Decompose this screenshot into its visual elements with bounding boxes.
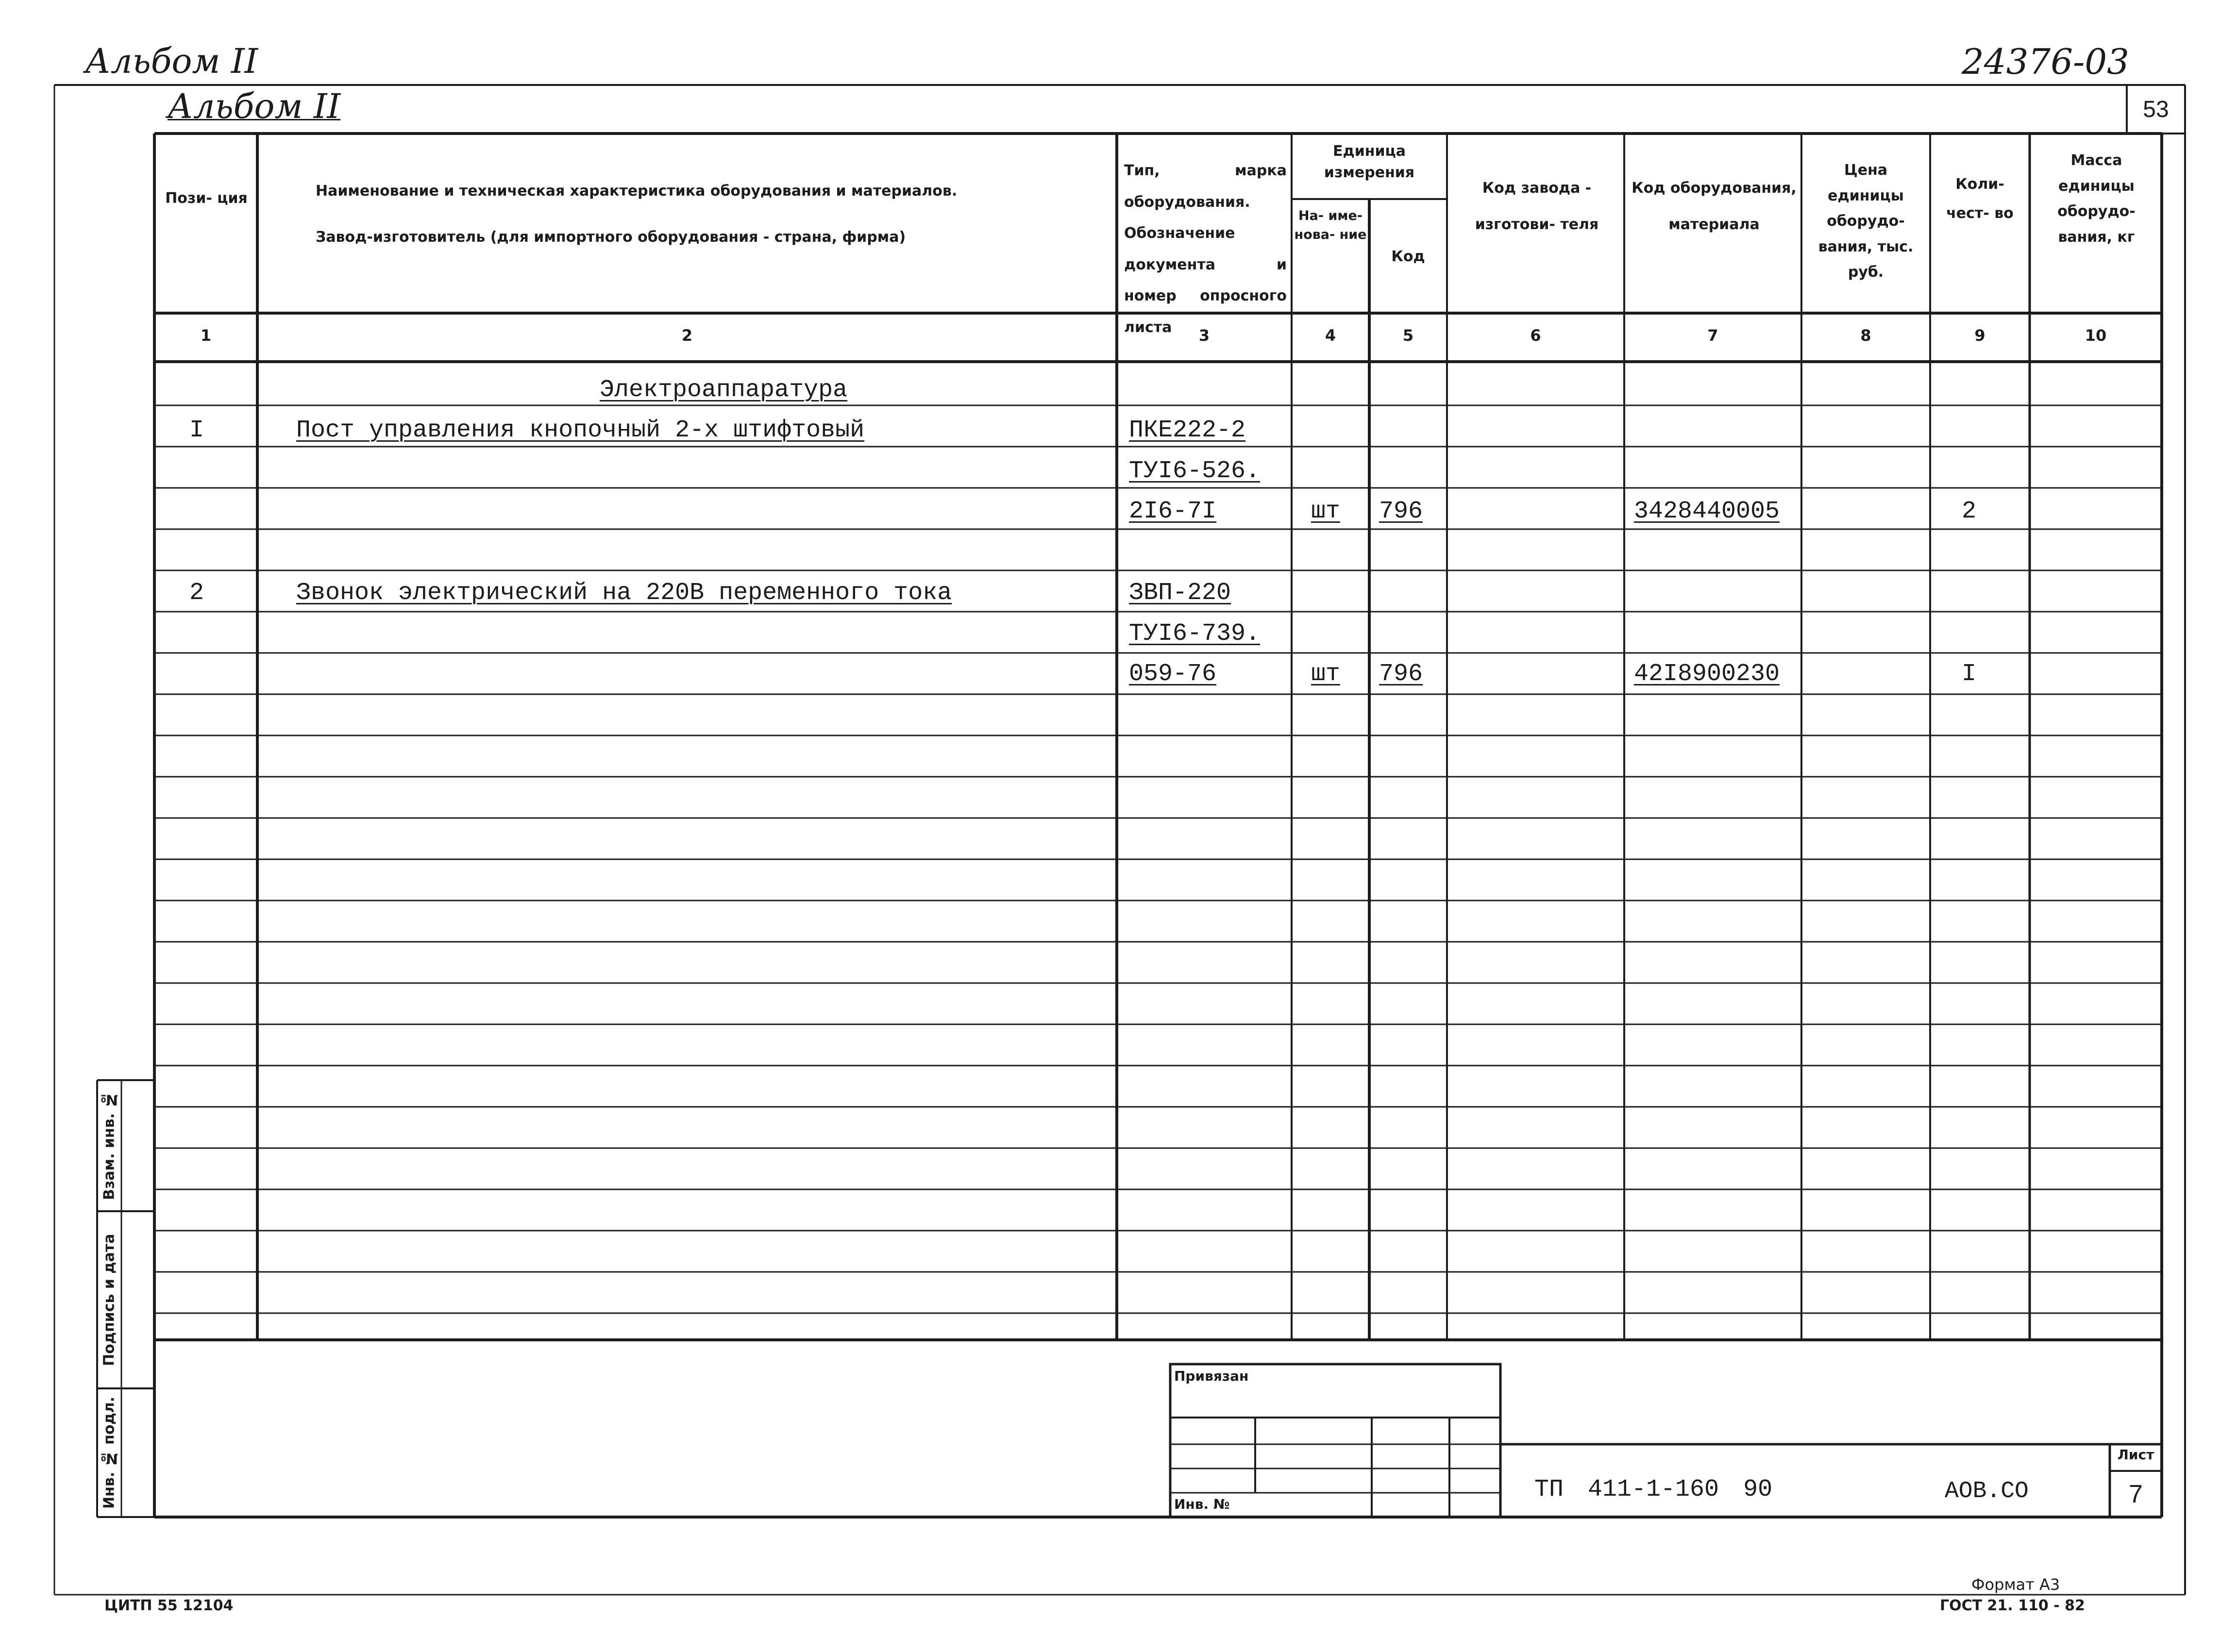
item-2-material-code: 42I8900230 xyxy=(1634,660,1780,688)
album-label-frame: Альбом II xyxy=(168,86,341,126)
column-number-4: 4 xyxy=(1325,326,1336,345)
org-stamp: ЦИТП 55 12104 xyxy=(104,1597,234,1614)
header-name-line2: Завод-изготовитель (для импортного оборудования - страна, фирма) xyxy=(316,229,906,246)
format-label: Формат А3 xyxy=(1971,1575,2060,1594)
project-code: ТП 411-1-160 90 xyxy=(1534,1476,1773,1503)
item-2-position: 2 xyxy=(189,579,204,607)
header-unit-name: На- име- нова- ние xyxy=(1294,208,1367,243)
item-2-type-line-1: ЗВП-220 xyxy=(1129,579,1231,607)
item-1-quantity: 2 xyxy=(1962,498,1977,525)
header-unit-code: Код xyxy=(1391,248,1425,265)
column-number-10: 10 xyxy=(2085,326,2107,345)
side-stamp-inv-podl: Инв. № подл. xyxy=(101,1396,118,1509)
header-material-code: Код оборудования, материала xyxy=(1631,180,1797,233)
sheet-label: Лист xyxy=(2117,1447,2154,1463)
side-stamp-vzam: Взам. инв. № xyxy=(101,1091,118,1201)
item-1-type-line-1: ПКЕ222-2 xyxy=(1129,417,1246,444)
item-1-position: I xyxy=(189,417,204,444)
item-2-type-line-3: 059-76 xyxy=(1129,660,1217,688)
item-2-unit-name: шт xyxy=(1311,660,1341,688)
item-1-type-line-3: 2I6-7I xyxy=(1129,498,1217,525)
item-1-material-code: 3428440005 xyxy=(1634,498,1780,525)
header-mass: Масса единицы оборудо- вания, кг xyxy=(2057,152,2136,246)
privyazan-box xyxy=(1170,1364,1500,1517)
header-unit-group: Единица измерения xyxy=(1324,143,1415,181)
item-1-unit-code: 796 xyxy=(1379,498,1423,525)
side-stamp-podpis: Подпись и дата xyxy=(101,1234,118,1366)
header-position: Пози- ция xyxy=(165,190,248,207)
item-2-quantity: I xyxy=(1962,660,1977,688)
body-row-lines xyxy=(154,405,2162,1313)
column-number-5: 5 xyxy=(1402,326,1414,345)
album-label-top: Альбом II xyxy=(85,41,258,81)
column-number-9: 9 xyxy=(1974,326,1985,345)
column-number-7: 7 xyxy=(1707,326,1718,345)
header-factory-code: Код завода - изготови- теля xyxy=(1475,180,1599,233)
column-number-3: 3 xyxy=(1198,326,1210,345)
column-number-8: 8 xyxy=(1860,326,1871,345)
item-2-type-line-2: ТУI6-739. xyxy=(1129,620,1261,648)
item-1-type-line-2: ТУI6-526. xyxy=(1129,457,1261,485)
section-title: Электроаппаратура xyxy=(600,376,848,404)
item-1-unit-name: шт xyxy=(1311,498,1341,525)
header-quantity: Коли- чест- во xyxy=(1946,176,2014,222)
inv-no-label: Инв. № xyxy=(1174,1496,1230,1512)
sheet-number: 7 xyxy=(2129,1480,2143,1508)
document-number: 24376-03 xyxy=(1962,41,2129,82)
standard-label: ГОСТ 21. 110 - 82 xyxy=(1940,1597,2085,1614)
column-number-6: 6 xyxy=(1530,326,1541,345)
column-number-1: 1 xyxy=(200,326,212,345)
privyazan-label: Привязан xyxy=(1174,1368,1249,1384)
header-type-mark: Тип, марка оборудования. Обозначение документа и номер опросного листа xyxy=(1124,162,1287,336)
header-price: Цена единицы оборудо- вания, тыс. руб. xyxy=(1818,162,1914,281)
page-number: 53 xyxy=(2143,96,2169,122)
item-1-name: Пост управления кнопочный 2-х штифтовый xyxy=(296,417,865,444)
document-code: АОВ.СО xyxy=(1945,1478,2029,1504)
column-number-2: 2 xyxy=(681,326,693,345)
header-name-line1: Наименование и техническая характеристика оборудования и материалов. xyxy=(316,183,958,200)
item-2-unit-code: 796 xyxy=(1379,660,1423,688)
item-2-name: Звонок электрический на 220В переменного тока xyxy=(296,579,952,607)
